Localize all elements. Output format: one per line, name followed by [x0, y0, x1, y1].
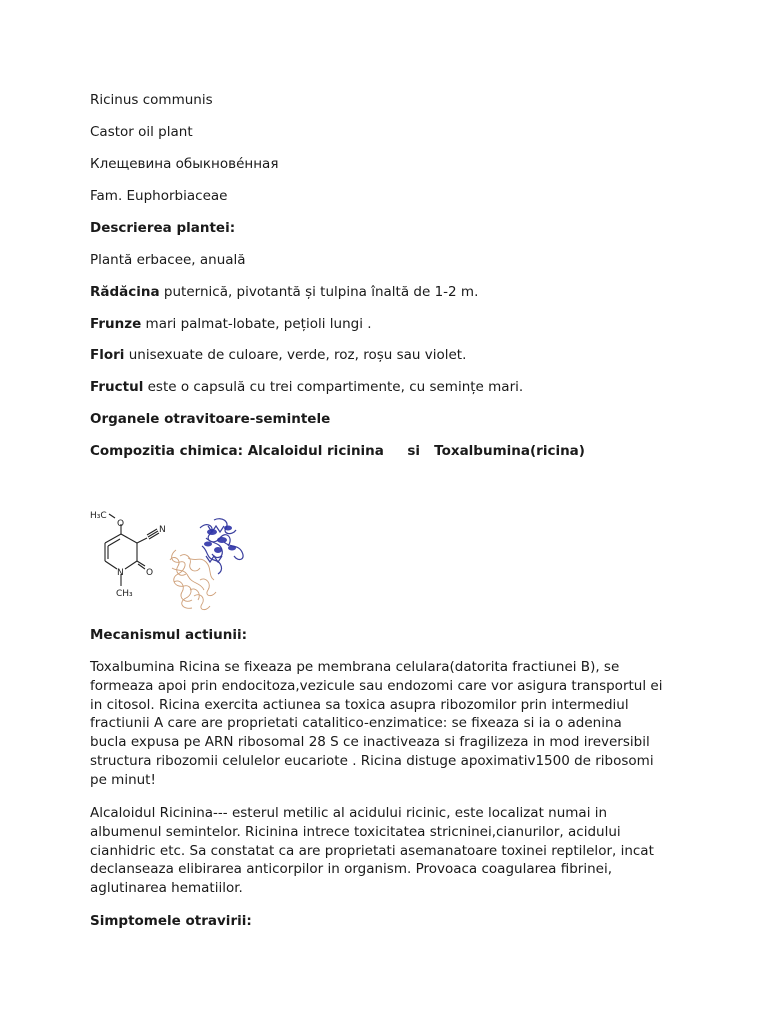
- ricin-b-chain-ribbon: [170, 550, 216, 610]
- latin-name: Ricinus communis: [90, 92, 213, 108]
- label-o-carbonyl: O: [146, 568, 154, 578]
- leaves-line: [90, 315, 372, 333]
- fruit-line: [90, 378, 523, 396]
- root-text: puternică, pivotantă și tulpina înaltă de 1-2 m.: [159, 284, 479, 300]
- paragraph-line: aglutinarea hematiilor.: [90, 880, 243, 897]
- paragraph-line: albumenul semintelor. Ricinina intrece toxicitatea stricninei,cianurilor, acidului: [90, 823, 621, 840]
- fruit-text: este o capsulă cu trei compartimente, cu semințe mari.: [143, 379, 524, 395]
- ricinine-ricin-figure: [88, 498, 254, 616]
- paragraph-line: Toxalbumina Ricina se fixeaza pe membrana celulara(datorita fractiunei B), se: [90, 659, 620, 675]
- mechanism-paragraph: [90, 658, 690, 790]
- heading-plant-description: Descrierea plantei:: [90, 220, 236, 236]
- label-n-nitrile: N: [159, 525, 166, 535]
- paragraph-line: pe minut!: [90, 771, 156, 788]
- symptoms-heading: Simptomele otravirii:: [90, 913, 252, 929]
- ricinine-paragraph: [90, 804, 690, 898]
- label-h3c: H₃C: [90, 511, 107, 521]
- toxic-organs-heading: Organele otravitoare-semintele: [90, 411, 331, 427]
- ricin-a-chain-ribbon: [200, 519, 243, 574]
- chemical-composition-heading: Compozitia chimica: Alcaloidul ricinina si Toxalbumina(ricina): [90, 443, 585, 459]
- paragraph-line: in citosol. Ricina exercita actiunea sa toxica asupra ribozomilor prin intermediul: [90, 696, 629, 713]
- label-n-ring: N: [117, 568, 124, 578]
- flowers-label: Flori: [90, 347, 125, 363]
- fruit-label: Fructul: [90, 379, 144, 395]
- root-label: Rădăcina: [90, 284, 160, 300]
- paragraph-line: Alcaloidul Ricinina--- esterul metilic al acidului ricinic, este localizat numai in: [90, 805, 608, 821]
- paragraph-line: bucla expusa pe ARN ribosomal 28 S ce inactiveaza si fragilizeza in mod ireversibil: [90, 734, 650, 751]
- flowers-text: unisexuate de culoare, verde, roz, roșu sau violet.: [124, 347, 467, 363]
- paragraph-line: fractiunii A care are proprietati catalitico-enzimatice: se fixeaza si ia o adenina: [90, 715, 622, 732]
- mechanism-heading: Mecanismul actiunii:: [90, 627, 248, 643]
- russian-name: Клещевина обыкнове́нная: [90, 156, 279, 172]
- leaves-label: Frunze: [90, 316, 142, 332]
- flowers-line: [90, 346, 466, 364]
- label-ch3: CH₃: [116, 589, 133, 599]
- paragraph-line: structura ribozomii celulelor eucariote . Ricina distuge apoximativ1500 de ribosomi: [90, 752, 654, 769]
- label-o-methoxy: O: [117, 519, 125, 529]
- paragraph-line: formeaza apoi prin endocitoza,vezicule sau endozomi care vor asigura transportul ei: [90, 677, 663, 694]
- root-line: [90, 283, 478, 301]
- family-name: Fam. Euphorbiaceae: [90, 188, 228, 204]
- english-name: Castor oil plant: [90, 124, 193, 140]
- paragraph-line: declanseaza elibirarea anticorpilor in organism. Provoaca coagularea fibrinei,: [90, 861, 613, 878]
- plant-type-line: Plantă erbacee, anuală: [90, 252, 246, 268]
- paragraph-line: cianhidric etc. Sa constatat ca are proprietati asemanatoare toxinei reptilelor, incat: [90, 842, 654, 859]
- leaves-text: mari palmat-lobate, pețioli lungi .: [141, 316, 372, 332]
